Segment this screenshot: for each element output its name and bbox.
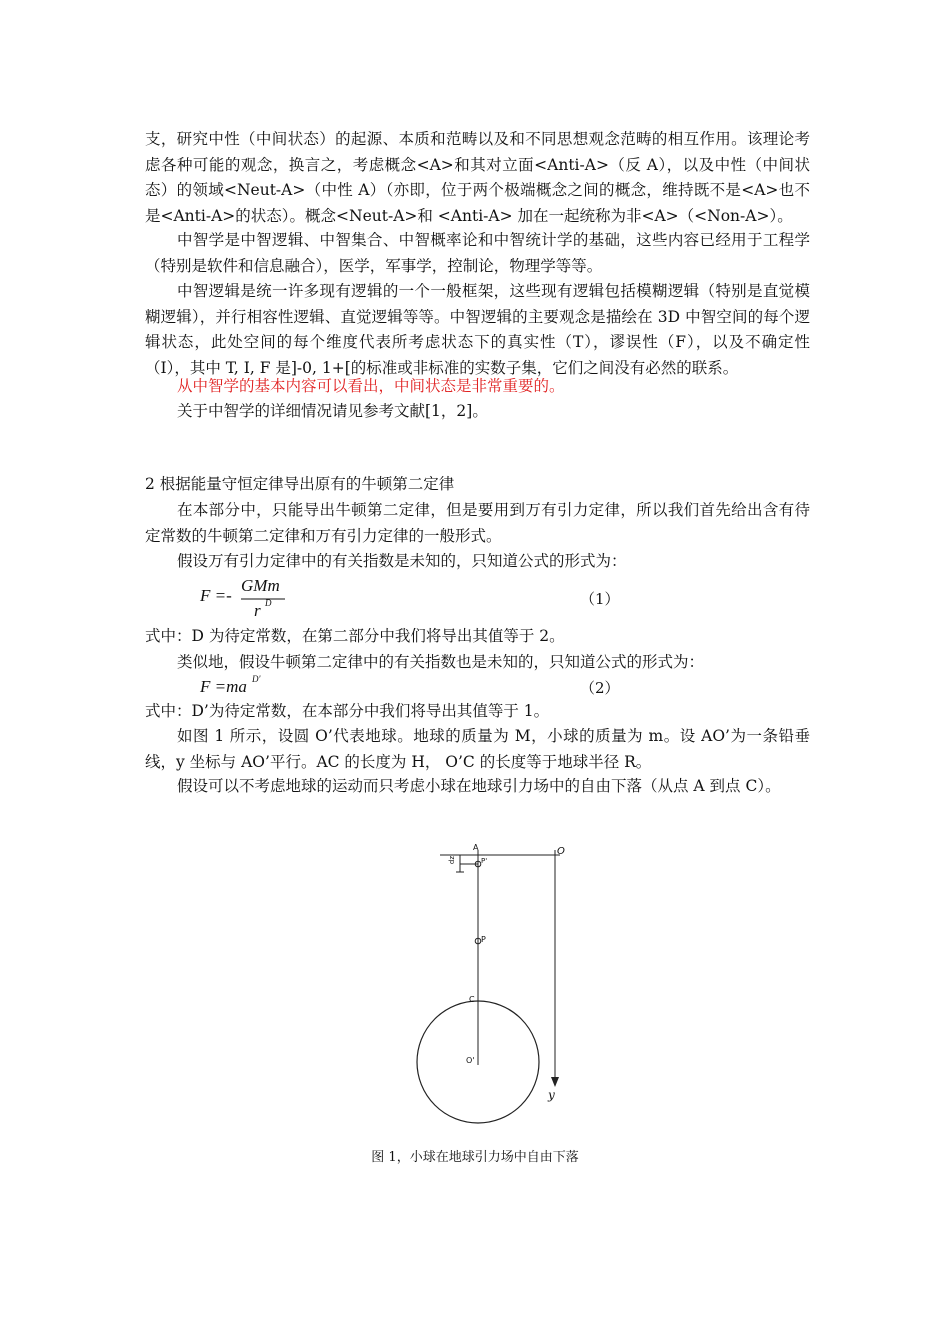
formula-2-exponent: D' — [252, 674, 261, 684]
label-o-axis: O — [557, 846, 565, 857]
paragraph-d-prime-constant: 式中：D’为待定常数，在本部分中我们将导出其值等于 1。 — [145, 702, 550, 720]
label-y-axis: y — [548, 1088, 555, 1102]
label-dz: dz — [448, 855, 457, 865]
paragraph-highlight-red: 从中智学的基本内容可以看出，中间状态是非常重要的。 — [177, 377, 565, 395]
y-axis-arrow-icon — [551, 1077, 559, 1087]
paragraph-d-constant: 式中：D 为待定常数，在第二部分中我们将导出其值等于 2。 — [145, 627, 565, 645]
paragraph-figure-description: 如图 1 所示，设圆 O’代表地球。地球的质量为 M，小球的质量为 m。设 AO’为一条铅垂线，y 坐标与 AO’平行。AC 的长度为 H， O’C 的长度等于地球半径 R。 — [145, 727, 810, 771]
paragraph-references: 关于中智学的详细情况请见参考文献[1，2]。 — [177, 402, 488, 420]
formula-2-expression: F =ma — [200, 677, 247, 696]
label-a: A — [473, 843, 479, 852]
paragraph-free-fall-assumption: 假设可以不考虑地球的运动而只考虑小球在地球引力场中的自由下落（从点 A 到点 C）。 — [177, 777, 781, 795]
paragraph-section-intro: 在本部分中，只能导出牛顿第二定律，但是要用到万有引力定律，所以我们首先给出含有待定常数的牛顿第二定律和万有引力定律的一般形式。 — [145, 501, 810, 545]
formula-1-numerator: GMm — [241, 576, 280, 595]
formula-1-lhs: F =- — [200, 586, 232, 605]
paragraph-gravity-assumption: 假设万有引力定律中的有关指数是未知的，只知道公式的形式为： — [177, 552, 627, 570]
label-p: P — [481, 935, 486, 944]
paragraph-neutrosophy-intro: 支，研究中性（中间状态）的起源、本质和范畴以及和不同思想观念范畴的相互作用。该理论考虑各种可能的观念，换言之，考虑概念<A>和其对立面<Anti-A>（反 A），以及中性（中间状态）的领域<Neut-A>（中性 A）（亦即，位于两个极端概念之间的概念，维持既不是<A>也不是<Anti-A>的状态）。概念<Neut-A>和 <Anti-A> 加在一起统称为非<A>（<Non-A>）。 — [145, 130, 810, 225]
equation-number-2: （2） — [580, 679, 620, 697]
figure-caption: 图 1，小球在地球引力场中自由下落 — [371, 1150, 579, 1165]
section-heading: 2 根据能量守恒定律导出原有的牛顿第二定律 — [145, 475, 455, 493]
formula-1-denominator: r — [254, 601, 261, 620]
figure-free-fall-diagram — [410, 840, 590, 1140]
equation-number-1: （1） — [580, 590, 620, 608]
fraction-bar — [241, 598, 285, 600]
paragraph-neutrosophy-basis: 中智学是中智逻辑、中智集合、中智概率论和中智统计学的基础，这些内容已经用于工程学（特别是软件和信息融合），医学，军事学，控制论，物理学等等。 — [145, 231, 810, 275]
label-o-center: O' — [466, 1056, 475, 1065]
formula-1-exponent: D — [265, 598, 272, 608]
label-p-prime: P' — [481, 857, 488, 865]
paragraph-newton-assumption: 类似地，假设牛顿第二定律中的有关指数也是未知的，只知道公式的形式为： — [177, 653, 705, 671]
paragraph-neutrosophic-logic: 中智逻辑是统一许多现有逻辑的一个一般框架，这些现有逻辑包括模糊逻辑（特别是直觉模糊逻辑），并行相容性逻辑、直觉逻辑等等。中智逻辑的主要观念是描绘在 3D 中智空间的每个逻辑状态，此处空间的每个维度代表所考虑状态下的真实性（T），谬误性（F），以及不确定性（I），其中 T, I, F 是]-0, 1+[的标准或非标准的实数子集，它们之间没有必然的联系。 — [145, 282, 810, 377]
label-c: C — [469, 995, 475, 1004]
